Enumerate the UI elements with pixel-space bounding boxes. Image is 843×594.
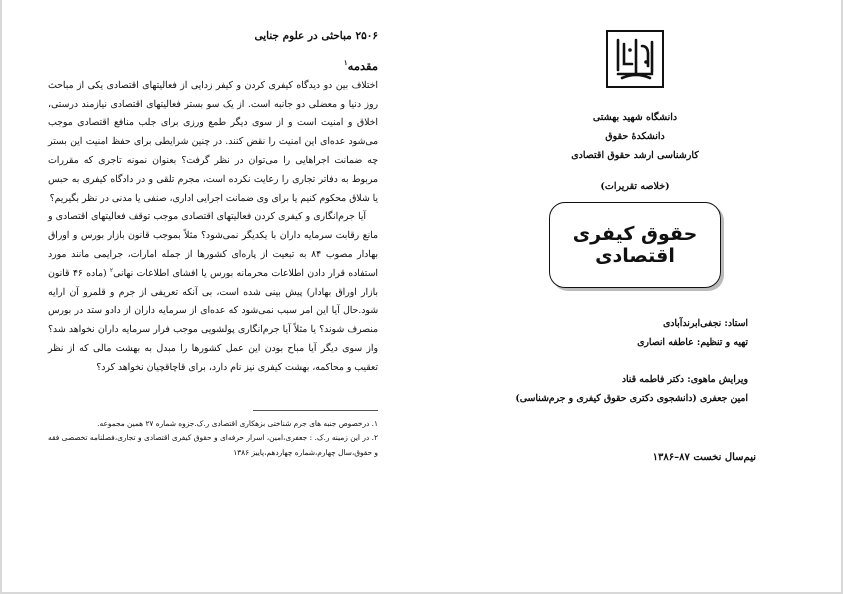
semester: نیم‌سال نخست ۸۷–۱۳۸۶ [652,452,756,463]
title-box [549,202,721,288]
university-logo-icon [606,30,664,88]
cover-page [470,30,800,473]
paragraph-1: اختلاف بین دو دیدگاه کیفری کردن و کیفر زدایی از فعالیتهای اقتصادی یکی از مباحث روز دنیا و معضلی دو جانبه است. از یک سو بستر فعالیتهای اقتصادی نیازمند درستی، اخلاق و امنیت است و از سوی دیگر طمع ورزی برای جلب منافع اقتصادی موجب می‌شود عده‌ای این امنیت را نقض کنند. در چنین شرایطی برای حفظ امنیت این بستر چه ضمانت اجراهایی را می‌توان در نظر گرفت؟ بعنوان نمونه تاجری که مقررات مربوط به دفاتر تجاری را رعایت نکرده است، مجرم تلقی و در دادگاه کیفری به حبس یا شلاق محکوم کنیم یا برای وی ضمانت اجرایی اداری، صنفی یا مدنی در نظر بگیریم؟ [48,79,378,204]
footnote-2: ۲. در این زمینه ر.ک. : جعفری،امین، اسرار حرفه‌ای و حقوق کیفری اقتصادی و تجاری،فصلنامه تخصصی فقه و حقوق،سال چهارم،شماره چهاردهم،پاییز ۱۳۸۶ [48,433,378,457]
running-header: ۲۵۰۶ مباحثی در علوم جنایی [254,30,378,42]
paragraph-2-text-continued: (ماده ۴۶ قانون بازار اوراق بهادار) پیش بینی شده است، بی آنکه تعریفی از جرم و قلمرو آن ارایه شود.حال آیا این امر سبب نمی‌شود که عده‌ای از سرمایه داران از دادو ستد در بورس منصرف شوند؟ یا مثلاً آیا جرم‌انگاری پولشویی موجب فرار سرمایه داران نخواهد شد؟ واز سوی دیگر آیا مباح بودن این عمل کشورها را مبدل به بهشت مالی که از نظر تعقیب و محاکمه، بهشت کیفری نیز نام دارد، برای قاچاقچیان نخواهد کرد؟ [48,267,378,373]
page-border-left [0,0,2,594]
footnote-1: ۱. درخصوص جنبه های جرم شناختی بزهکاری اقتصادی ر.ک.جزوه شماره ۲۷ همین مجموعه. [97,418,378,428]
editor: ویرایش ماهوی: دکتر فاطمه قناد [621,374,748,385]
section-title-text: مقدمه [347,58,378,73]
paragraph-2 [48,208,378,377]
editors [470,370,748,408]
credits [470,314,800,408]
footnote-marker: ۱ [343,58,348,67]
footnote-divider [253,410,378,411]
footnotes [48,417,378,461]
university-name: دانشگاه شهید بهشتی [592,112,678,123]
section-title [48,58,378,73]
summary-tag: (خلاصه تقریرات) [600,181,670,192]
compiler: تهیه و تنظیم: عاطفه انصاری [637,337,748,348]
co-editor: امین جعفری (دانشجوی دکتری حقوق کیفری و جرم‌شناسی) [515,393,748,404]
program-name: کارشناسی ارشد حقوق اقتصادی [571,150,699,161]
footnote-marker: ۲ [109,266,114,274]
faculty-name: دانشکدهٔ حقوق [605,131,665,142]
course-title: حقوق کیفری اقتصادی [572,223,698,267]
instructor: استاد: نجفی‌ابرندآبادی [662,318,748,329]
left-page [48,30,378,460]
paragraph-2-text: آیا جرم‌انگاری و کیفری کردن فعالیتهای اقتصادی موجب توقف فعالیتهای اقتصادی و مانع رقابت سرمایه داران با یکدیگر نمی‌شود؟ مثلاً بموجب قانون بازار بورس و اوراق بهادار مصوب ۸۴ به تبعیت از پاره‌ای کشورها از جمله امارات، جرایمی مانند مورد استفاده قرار دادن اطلاعات محرمانه بورس یا افشای اطلاعات نهانی [48,211,378,279]
